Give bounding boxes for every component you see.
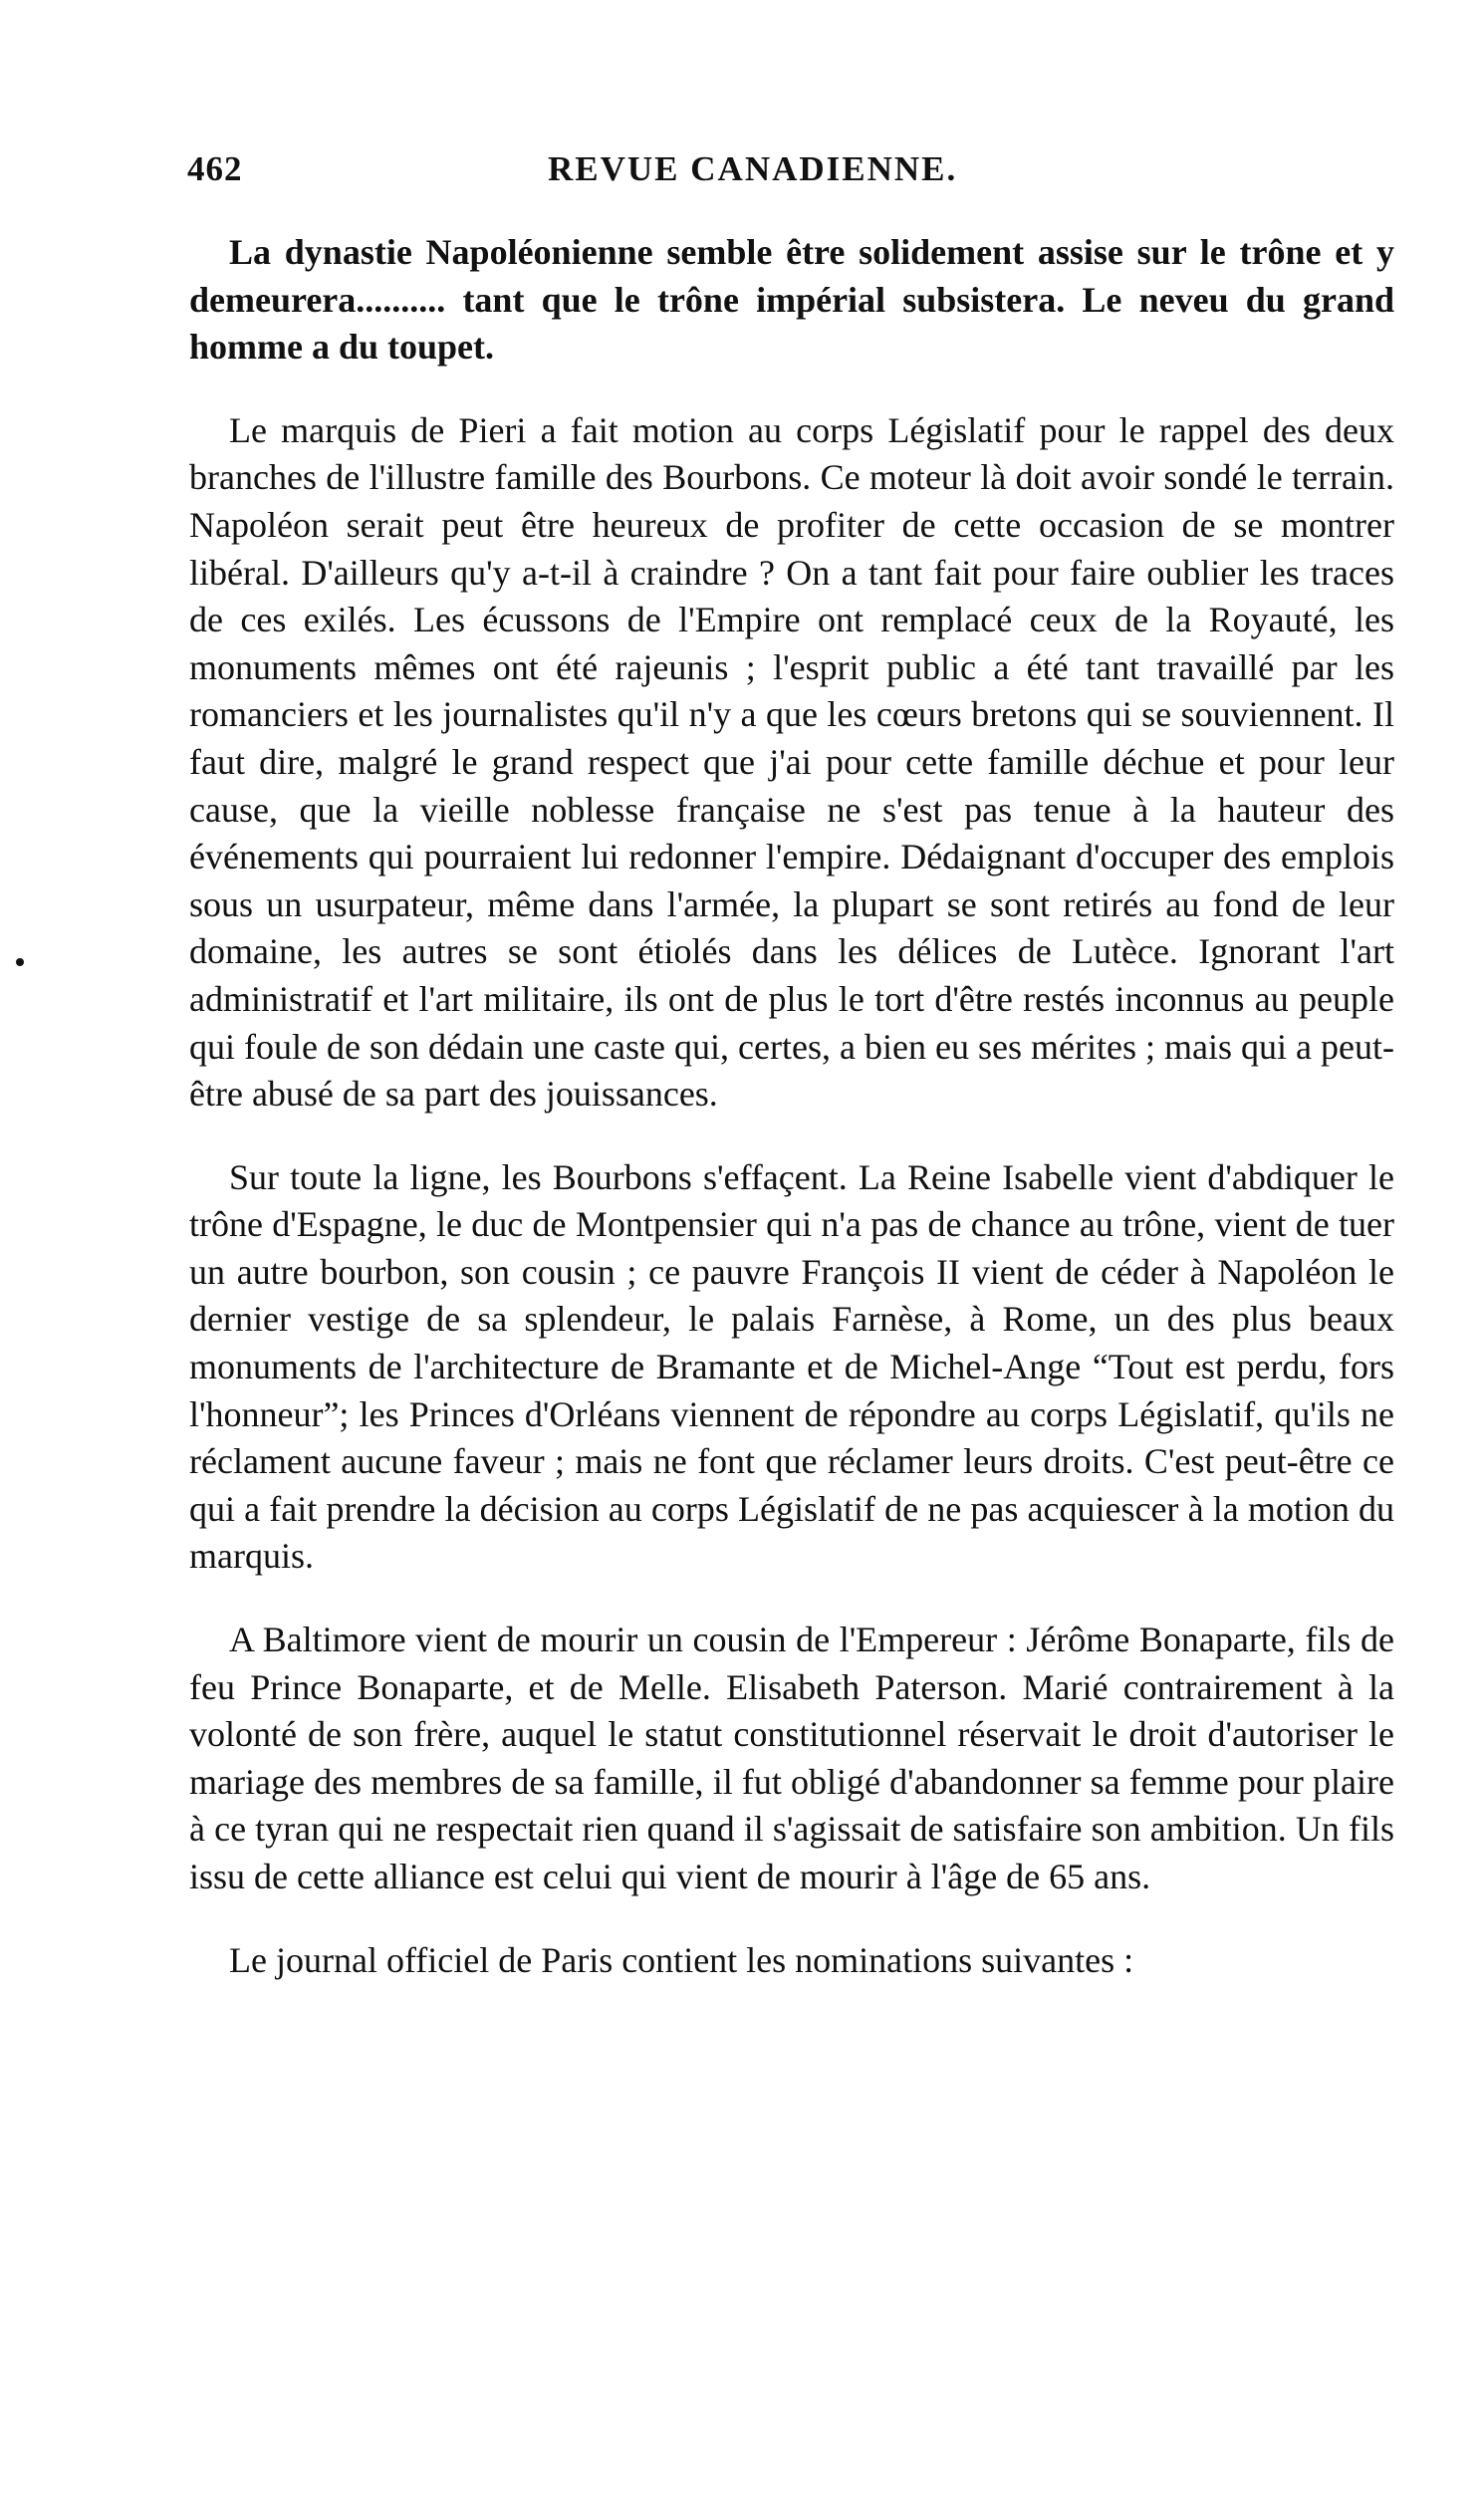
paragraph-bourbons: Sur toute la ligne, les Bourbons s'effaçent. La Reine Isabelle vient d'abdiquer le trône d'Espagne, le duc de Montpensier qui n'a pas de chance au trône, vient de tuer un autre bourbon, son cousin ; ce pauvre François II vient de céder à Napoléon le dernier vestige de sa splendeur, le palais Farnèse, à Rome, un des plus beaux monuments de l'architecture de Bramante et de Michel-Ange “Tout est perdu, fors l'honneur”; les Princes d'Orléans viennent de répondre au corps Législatif, qu'ils ne réclament aucune faveur ; mais ne font que réclamer leurs droits. C'est peut-être ce qui a fait prendre la décision au corps Législatif de ne pas acquiescer à la motion du marquis. bbox=[189, 1156, 1394, 1577]
body-text bbox=[189, 229, 1394, 2020]
page-number: 462 bbox=[187, 149, 243, 188]
paragraph-dynastie: La dynastie Napoléonienne semble être solidement assise sur le trône et y demeurera.......... tant que le trône impérial subsistera. Le neveu du grand homme a du toupet. bbox=[189, 232, 1394, 368]
running-head: REVUE CANADIENNE. bbox=[548, 149, 958, 188]
paragraph-marquis-de-pieri: Le marquis de Pieri a fait motion au corps Législatif pour le rappel des deux branches de l'illustre famille des Bourbons. Ce moteur là doit avoir sondé le terrain. Napoléon serait peut être heureux de profiter de cette occasion de se montrer libéral. D'ailleurs qu'y a-t-il à craindre ? On a tant fait pour faire oublier les traces de ces exilés. Les écussons de l'Empire ont remplacé ceux de la Royauté, les monuments mêmes ont été rajeunis ; l'esprit public a été tant travaillé par les romanciers et les journalistes qu'il n'y a que les cœurs bretons qui se souviennent. Il faut dire, malgré le grand respect que j'ai pour cette famille déchue et pour leur cause, que la vieille noblesse française ne s'est pas tenue à la hauteur des événements qui pourraient lui redonner l'empire. Dédaignant d'occuper des emplois sous un usurpateur, même dans l'armée, la plupart se sont retirés au fond de leur domaine, les autres se sont étiolés dans les délices de Lutèce. Ignorant l'art administratif et l'art militaire, ils ont de plus le tort d'être restés inconnus au peuple qui foule de son dédain une caste qui, certes, a bien eu ses mérites ; mais qui a peut-être abusé de sa part des jouissances. bbox=[189, 409, 1394, 1115]
paragraph-journal-officiel: Le journal officiel de Paris contient les nominations suivantes : bbox=[229, 1939, 1134, 1980]
margin-dot bbox=[16, 958, 24, 966]
paragraph-baltimore: A Baltimore vient de mourir un cousin de l'Empereur : Jérôme Bonaparte, fils de feu Prince Bonaparte, et de Melle. Elisabeth Paterson. Marié contrairement à la volonté de son frère, auquel le statut constitutionnel réservait le droit d'autoriser le mariage des membres de sa famille, il fut obligé d'abandonner sa femme pour plaire à ce tyran qui ne respectait rien quand il s'agissait de satisfaire son ambition. Un fils issu de cette alliance est celui qui vient de mourir à l'âge de 65 ans. bbox=[189, 1620, 1394, 1896]
